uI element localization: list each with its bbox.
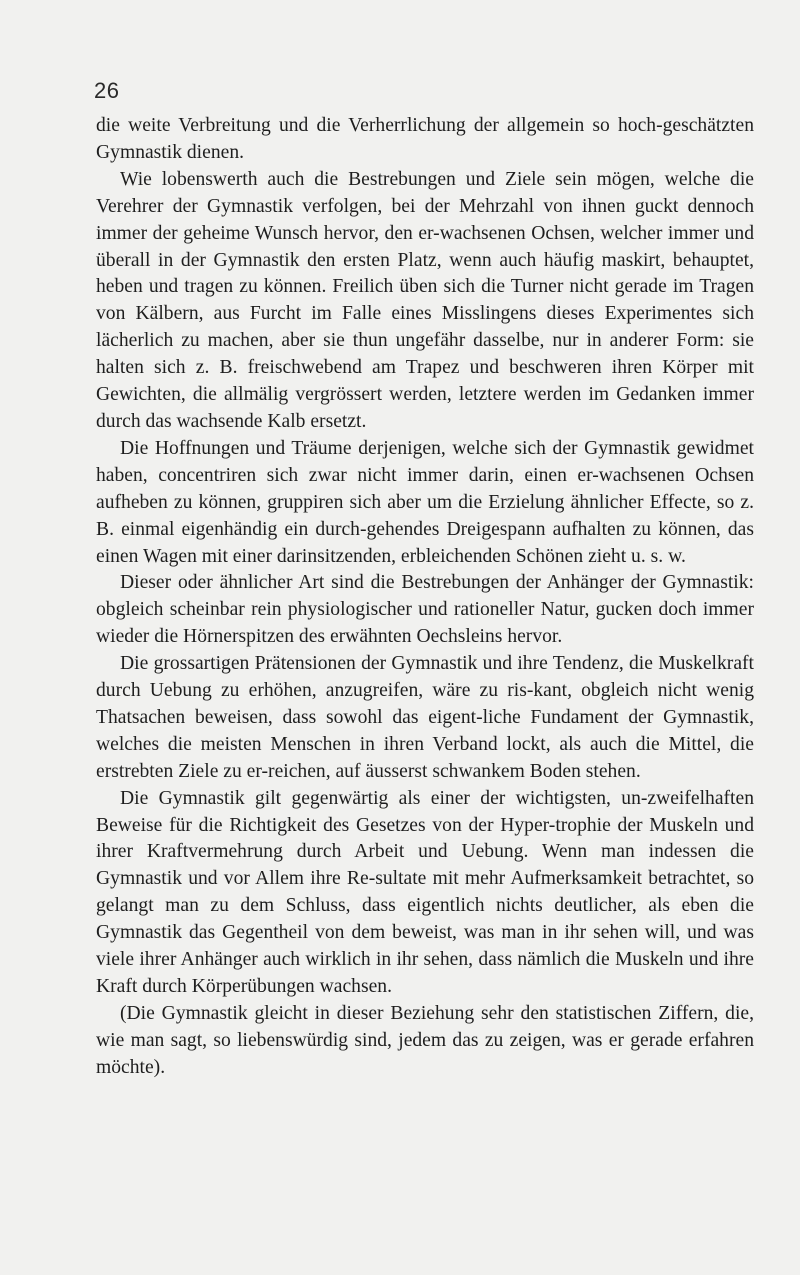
paragraph-6: Die Gymnastik gilt gegenwärtig als einer der wichtigsten, un-zweifelhaften Beweise für die Richtigkeit des Gesetzes von der Hyper-trophie der Muskeln und ihrer Kraftvermehrung durch Arbeit und Uebung. Wenn man indessen die Gymnastik und vor Allem ihre Re-sultate mit mehr Aufmerksamkeit betrachtet, so gelangt man zu dem Schluss, dass eigentlich nichts deutlicher, als eben die Gymnastik das Gegentheil von dem beweist, was man in ihr sehen will, und was viele ihrer Anhänger auch wirklich in ihr sehen, dass nämlich die Muskeln und ihre Kraft durch Körperübungen wachsen. (96, 787, 754, 997)
page-number: 26 (94, 78, 120, 103)
paragraph-3: Die Hoffnungen und Träume derjenigen, welche sich der Gymnastik gewidmet haben, concentriren sich zwar nicht immer darin, einen er-wachsenen Ochsen aufheben zu können, gruppiren sich aber um die Erzielung ähnlicher Effecte, so z. B. einmal eigenhändig ein durch-gehendes Dreigespann aufhalten zu können, das einen Wagen mit einer darinsitzenden, erbleichenden Schönen zieht u. s. w. (96, 437, 754, 567)
body-text (96, 113, 754, 1082)
paragraph-2: Wie lobenswerth auch die Bestrebungen und Ziele sein mögen, welche die Verehrer der Gymnastik verfolgen, bei der Mehrzahl von ihnen guckt dennoch immer der geheime Wunsch hervor, den er-wachsenen Ochsen, welcher immer und überall in der Gymnastik den ersten Platz, wenn auch häufig maskirt, behauptet, heben und tragen zu können. Freilich üben sich die Turner nicht gerade im Tragen von Kälbern, aus Furcht im Falle eines Misslingens dieses Experimentes sich lächerlich zu machen, aber sie thun ungefähr dasselbe, nur in anderer Form: sie halten sich z. B. freischwebend am Trapez und beschweren ihren Körper mit Gewichten, die allmälig vergrössert werden, letztere werden im Gedanken immer durch das wachsende Kalb ersetzt. (96, 168, 754, 432)
paragraph-5: Die grossartigen Prätensionen der Gymnastik und ihre Tendenz, die Muskelkraft durch Uebung zu erhöhen, anzugreifen, wäre zu ris-kant, obgleich nicht wenig Thatsachen beweisen, dass sowohl das eigent-liche Fundament der Gymnastik, welches die meisten Menschen in ihren Verband lockt, als auch die Mittel, die erstrebten Ziele zu er-reichen, auf äusserst schwankem Boden stehen. (96, 653, 754, 782)
paragraph-1-continuation: die weite Verbreitung und die Verherrlichung der allgemein so hoch-geschätzten Gymnastik dienen. (96, 115, 754, 163)
paragraph-4: Dieser oder ähnlicher Art sind die Bestrebungen der Anhänger der Gymnastik: obgleich scheinbar rein physiologischer und rationeller Natur, gucken doch immer wieder die Hörnerspitzen des erwähnten Oechsleins hervor. (96, 572, 754, 648)
paragraph-7: (Die Gymnastik gleicht in dieser Beziehung sehr den statistischen Ziffern, die, wie man sagt, so liebenswürdig sind, jedem das zu zeigen, was er gerade erfahren möchte). (96, 1002, 754, 1078)
